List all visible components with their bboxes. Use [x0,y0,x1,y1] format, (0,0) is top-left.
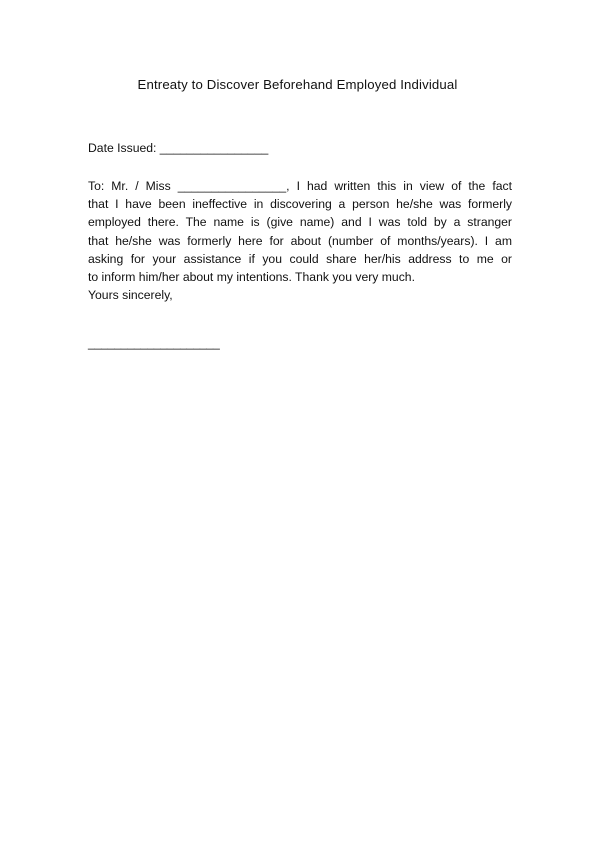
letter-body-line: asking for your assistance if you could share her/his address to me or [88,251,512,266]
document-title: Entreaty to Discover Beforehand Employed Individual [137,77,458,92]
letter-body-line: that he/she was formerly here for about (number of months/years). I am [88,233,512,248]
letter-body-line: to inform him/her about my intentions. Thank you very much. [88,270,415,285]
letter-body-line: To: Mr. / Miss ________________, I had written this in view of the fact [88,179,512,193]
date-issued-line: Date Issued: ________________ [88,141,269,155]
letter-body-line: employed there. The name is (give name) and I was told by a stranger [88,215,512,230]
letter-body [88,177,512,304]
signature-line: ____________________ [88,336,220,350]
closing-text: Yours sincerely, [88,288,173,303]
letter-body-line: that I have been ineffective in discovering a person he/she was formerly [88,197,512,212]
